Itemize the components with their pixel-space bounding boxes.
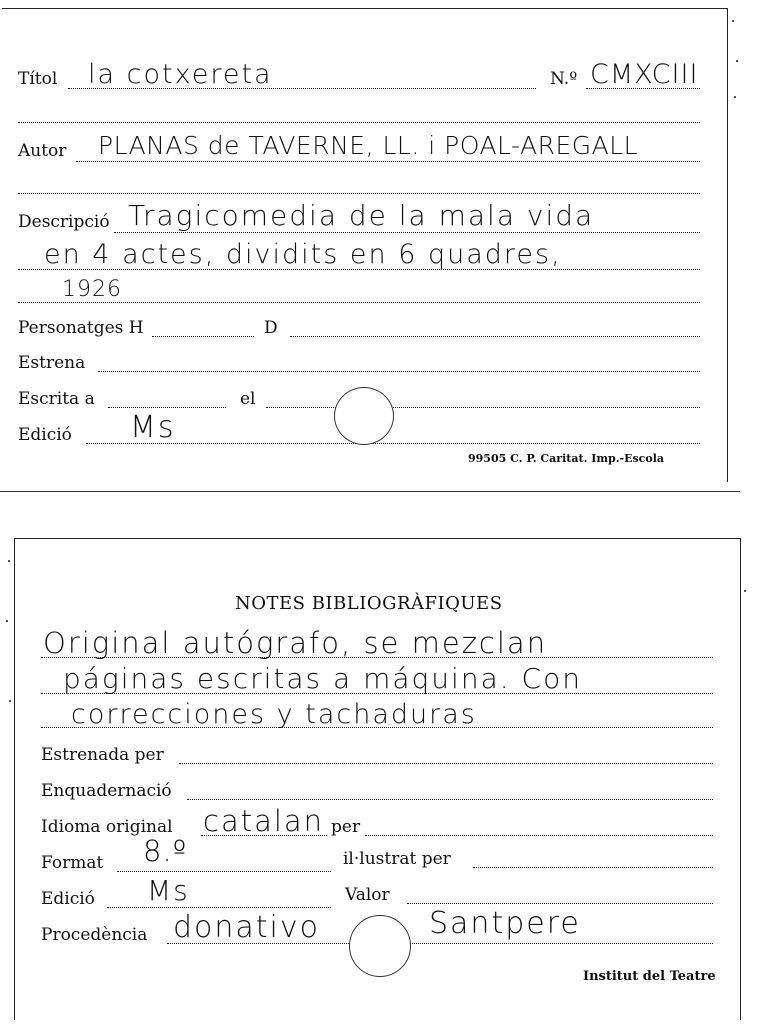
- punch-hole: [334, 387, 394, 445]
- notes-line-2: páginas escritas a máquina. Con: [63, 662, 582, 695]
- blank-rule: [18, 122, 700, 123]
- scan-speck: [736, 60, 738, 62]
- format-rule: [117, 871, 331, 872]
- notes-heading: NOTES BIBLIOGRÀFIQUES: [235, 593, 503, 614]
- format-value: 8.º: [143, 834, 188, 868]
- idioma-per-rule: [365, 835, 713, 836]
- procedencia-label: Procedència: [41, 925, 148, 945]
- numero-value: CMXCIII: [590, 59, 699, 90]
- illustrat-label: il·lustrat per: [343, 849, 451, 869]
- estrenada-rule: [179, 763, 713, 764]
- descripcio-rule-3: [18, 302, 700, 303]
- valor-rule: [407, 903, 713, 904]
- format-label: Format: [41, 853, 104, 873]
- edicio-back-value: Ms: [147, 874, 190, 907]
- institution-label: Institut del Teatre: [583, 969, 716, 984]
- idioma-per-label: per: [331, 817, 361, 837]
- card-separator: [0, 491, 740, 492]
- procedencia-value: donativo: [173, 910, 321, 945]
- scan-speck: [6, 620, 8, 622]
- escrita-el-label: el: [240, 389, 256, 409]
- escrita-label: Escrita a: [18, 389, 95, 409]
- scan-speck: [8, 560, 10, 562]
- personatges-h-rule: [152, 336, 254, 337]
- enquadernacio-label: Enquadernació: [41, 781, 172, 801]
- autor-value: PLANAS de TAVERNE, LL. i POAL-AREGALL: [98, 131, 639, 160]
- scan-speck: [9, 700, 11, 702]
- descripcio-rule-1: [114, 232, 700, 233]
- descripcio-label: Descripció: [18, 212, 110, 232]
- procedencia-value-2: Santpere: [429, 906, 581, 941]
- descripcio-line-3: 1926: [62, 277, 122, 302]
- descripcio-line-2: en 4 actes, dividits en 6 quadres,: [44, 239, 562, 270]
- edicio-value: Ms: [130, 410, 176, 445]
- numero-label: N.º: [550, 69, 578, 89]
- edicio-rule: [86, 443, 700, 444]
- idioma-label: Idioma original: [41, 817, 173, 837]
- enquadernacio-rule: [187, 799, 713, 800]
- estrena-rule: [98, 371, 700, 372]
- punch-hole: [349, 915, 411, 977]
- notes-line-1: Original autógrafo, se mezclan: [43, 626, 548, 660]
- escrita-a-rule: [108, 407, 226, 408]
- scan-speck: [732, 20, 734, 22]
- edicio-back-rule: [107, 907, 331, 908]
- edicio-back-label: Edició: [41, 889, 95, 909]
- catalog-card-back: [14, 538, 741, 1020]
- catalog-card-front: [2, 8, 728, 482]
- edicio-label: Edició: [18, 425, 72, 445]
- descripcio-line-1: Tragicomedia de la mala vida: [128, 199, 595, 232]
- titol-label: Títol: [18, 69, 58, 89]
- titol-value: la cotxereta: [88, 59, 273, 90]
- estrenada-label: Estrenada per: [41, 745, 164, 765]
- personatges-d-rule: [290, 336, 700, 337]
- idioma-value: catalan: [203, 804, 325, 838]
- printer-imprint: 99505 C. P. Caritat. Imp.-Escola: [468, 452, 665, 465]
- escrita-el-rule: [266, 407, 700, 408]
- scan-speck: [744, 590, 746, 592]
- scan-speck: [734, 96, 736, 98]
- illustrat-rule: [473, 867, 713, 868]
- autor-rule: [76, 161, 700, 162]
- personatges-label: Personatges H: [18, 318, 144, 338]
- notes-line-3: correcciones y tachaduras: [71, 699, 477, 730]
- estrena-label: Estrena: [18, 353, 86, 373]
- autor-label: Autor: [18, 141, 67, 161]
- personatges-d-label: D: [264, 318, 278, 338]
- valor-label: Valor: [345, 885, 390, 905]
- blank-rule: [18, 193, 700, 194]
